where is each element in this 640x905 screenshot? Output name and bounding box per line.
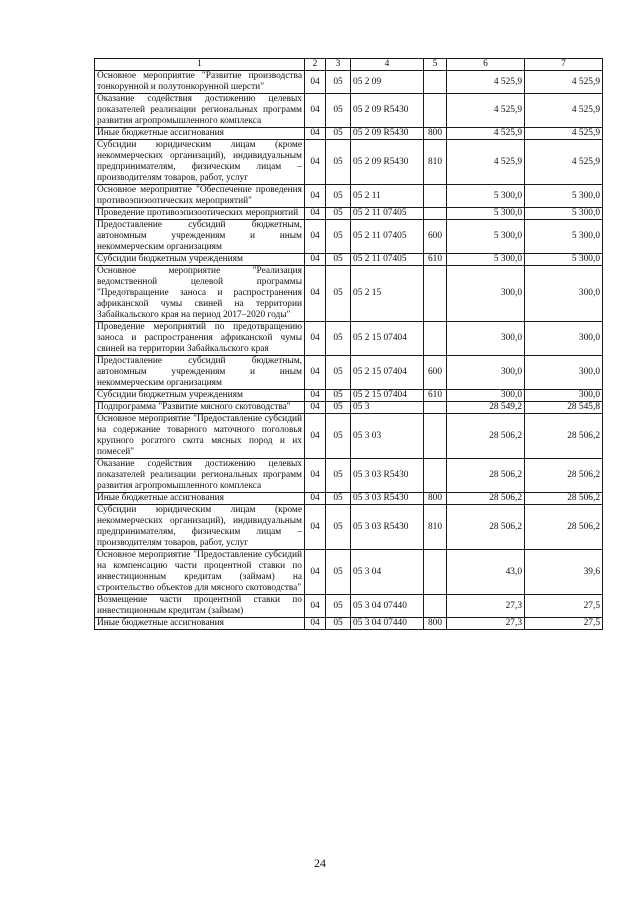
amount-executed-cell: 5 300,0 xyxy=(525,208,603,220)
amount-executed-cell: 28 545,8 xyxy=(525,402,603,414)
table-row xyxy=(95,493,603,505)
header-cell: 4 xyxy=(351,59,424,71)
section-code-cell: 04 xyxy=(305,220,326,254)
table-header-row xyxy=(95,59,603,71)
target-article-cell: 05 2 15 xyxy=(351,266,424,322)
subsection-code-cell: 05 xyxy=(326,402,351,414)
target-article-cell: 05 2 11 07405 xyxy=(351,220,424,254)
amount-planned-cell: 28 506,2 xyxy=(447,493,525,505)
table-row xyxy=(95,94,603,128)
subsection-code-cell: 05 xyxy=(326,94,351,128)
item-name-cell: Основное мероприятие "Развитие производства тонкорунной и полутонкорунной шерсти" xyxy=(95,71,305,94)
amount-planned-cell: 300,0 xyxy=(447,390,525,402)
section-code-cell: 04 xyxy=(305,94,326,128)
target-article-cell: 05 2 11 07405 xyxy=(351,254,424,266)
page-number: 24 xyxy=(314,856,326,870)
subsection-code-cell: 05 xyxy=(326,356,351,390)
expense-type-cell xyxy=(424,185,447,208)
item-name-cell: Субсидии бюджетным учреждениям xyxy=(95,254,305,266)
amount-planned-cell: 5 300,0 xyxy=(447,220,525,254)
item-name-cell: Субсидии бюджетным учреждениям xyxy=(95,390,305,402)
expense-type-cell xyxy=(424,402,447,414)
expense-type-cell xyxy=(424,322,447,356)
amount-executed-cell: 28 506,2 xyxy=(525,505,603,550)
table-row xyxy=(95,390,603,402)
amount-executed-cell: 4 525,9 xyxy=(525,94,603,128)
amount-executed-cell: 300,0 xyxy=(525,266,603,322)
subsection-code-cell: 05 xyxy=(326,128,351,140)
amount-executed-cell: 300,0 xyxy=(525,356,603,390)
subsection-code-cell: 05 xyxy=(326,505,351,550)
header-cell: 5 xyxy=(424,59,447,71)
target-article-cell: 05 3 03 R5430 xyxy=(351,493,424,505)
amount-executed-cell: 4 525,9 xyxy=(525,71,603,94)
item-name-cell: Иные бюджетные ассигнования xyxy=(95,493,305,505)
item-name-cell: Подпрограмма "Развитие мясного скотоводства" xyxy=(95,402,305,414)
amount-planned-cell: 28 506,2 xyxy=(447,414,525,459)
expense-type-cell xyxy=(424,71,447,94)
header-cell: 2 xyxy=(305,59,326,71)
section-code-cell: 04 xyxy=(305,71,326,94)
subsection-code-cell: 05 xyxy=(326,185,351,208)
subsection-code-cell: 05 xyxy=(326,618,351,630)
amount-planned-cell: 5 300,0 xyxy=(447,254,525,266)
amount-executed-cell: 4 525,9 xyxy=(525,128,603,140)
expense-type-cell xyxy=(424,208,447,220)
target-article-cell: 05 2 09 R5430 xyxy=(351,140,424,185)
expense-type-cell: 610 xyxy=(424,390,447,402)
table-body xyxy=(95,59,603,630)
table-row xyxy=(95,220,603,254)
amount-executed-cell: 300,0 xyxy=(525,390,603,402)
item-name-cell: Проведение мероприятий по предотвращению заноса и распространения африканской чумы свиней на территории Забайкальского края xyxy=(95,322,305,356)
target-article-cell: 05 3 03 R5430 xyxy=(351,459,424,493)
expense-type-cell xyxy=(424,550,447,595)
item-name-cell: Предоставление субсидий бюджетным, автономным учреждениям и иным некоммерческим организациям xyxy=(95,356,305,390)
target-article-cell: 05 3 03 xyxy=(351,414,424,459)
expense-type-cell: 810 xyxy=(424,505,447,550)
table-row xyxy=(95,595,603,618)
table-row xyxy=(95,140,603,185)
target-article-cell: 05 2 09 R5430 xyxy=(351,128,424,140)
amount-planned-cell: 28 506,2 xyxy=(447,505,525,550)
expense-type-cell xyxy=(424,595,447,618)
section-code-cell: 04 xyxy=(305,356,326,390)
target-article-cell: 05 3 03 R5430 xyxy=(351,505,424,550)
table-row xyxy=(95,266,603,322)
amount-executed-cell: 28 506,2 xyxy=(525,459,603,493)
item-name-cell: Оказание содействия достижению целевых показателей реализации региональных программ развития агропромышленного комплекса xyxy=(95,459,305,493)
amount-planned-cell: 27,3 xyxy=(447,595,525,618)
amount-planned-cell: 27,3 xyxy=(447,618,525,630)
header-cell: 3 xyxy=(326,59,351,71)
amount-planned-cell: 300,0 xyxy=(447,322,525,356)
amount-planned-cell: 28 506,2 xyxy=(447,459,525,493)
subsection-code-cell: 05 xyxy=(326,266,351,322)
amount-executed-cell: 28 506,2 xyxy=(525,493,603,505)
expense-type-cell xyxy=(424,94,447,128)
section-code-cell: 04 xyxy=(305,618,326,630)
table-row xyxy=(95,505,603,550)
target-article-cell: 05 2 09 xyxy=(351,71,424,94)
subsection-code-cell: 05 xyxy=(326,550,351,595)
expense-type-cell: 600 xyxy=(424,356,447,390)
expense-type-cell: 600 xyxy=(424,220,447,254)
subsection-code-cell: 05 xyxy=(326,459,351,493)
amount-executed-cell: 27,5 xyxy=(525,595,603,618)
subsection-code-cell: 05 xyxy=(326,390,351,402)
item-name-cell: Иные бюджетные ассигнования xyxy=(95,618,305,630)
section-code-cell: 04 xyxy=(305,402,326,414)
target-article-cell: 05 2 15 07404 xyxy=(351,390,424,402)
section-code-cell: 04 xyxy=(305,505,326,550)
table-row xyxy=(95,459,603,493)
item-name-cell: Проведение противоэпизоотических мероприятий xyxy=(95,208,305,220)
header-cell: 6 xyxy=(447,59,525,71)
amount-executed-cell: 5 300,0 xyxy=(525,254,603,266)
table-row xyxy=(95,254,603,266)
amount-planned-cell: 28 549,2 xyxy=(447,402,525,414)
expense-type-cell: 800 xyxy=(424,618,447,630)
expense-type-cell: 800 xyxy=(424,493,447,505)
section-code-cell: 04 xyxy=(305,266,326,322)
subsection-code-cell: 05 xyxy=(326,220,351,254)
expense-type-cell xyxy=(424,414,447,459)
section-code-cell: 04 xyxy=(305,185,326,208)
amount-planned-cell: 4 525,9 xyxy=(447,140,525,185)
item-name-cell: Оказание содействия достижению целевых показателей реализации региональных программ развития агропромышленного комплекса xyxy=(95,94,305,128)
amount-planned-cell: 4 525,9 xyxy=(447,128,525,140)
table-row xyxy=(95,208,603,220)
target-article-cell: 05 2 15 07404 xyxy=(351,322,424,356)
target-article-cell: 05 2 11 07405 xyxy=(351,208,424,220)
section-code-cell: 04 xyxy=(305,550,326,595)
table-row xyxy=(95,356,603,390)
table-row xyxy=(95,71,603,94)
amount-planned-cell: 5 300,0 xyxy=(447,208,525,220)
item-name-cell: Иные бюджетные ассигнования xyxy=(95,128,305,140)
table-row xyxy=(95,414,603,459)
table-row xyxy=(95,550,603,595)
section-code-cell: 04 xyxy=(305,140,326,185)
amount-planned-cell: 300,0 xyxy=(447,266,525,322)
target-article-cell: 05 3 04 07440 xyxy=(351,618,424,630)
table-row xyxy=(95,185,603,208)
table-row xyxy=(95,128,603,140)
table-row xyxy=(95,618,603,630)
item-name-cell: Субсидии юридическим лицам (кроме некоммерческих организаций), индивидуальным предпринимателям, физическим лицам – производителям товаров, работ, услуг xyxy=(95,505,305,550)
section-code-cell: 04 xyxy=(305,595,326,618)
target-article-cell: 05 2 11 xyxy=(351,185,424,208)
subsection-code-cell: 05 xyxy=(326,140,351,185)
subsection-code-cell: 05 xyxy=(326,254,351,266)
header-cell: 1 xyxy=(95,59,305,71)
amount-executed-cell: 39,6 xyxy=(525,550,603,595)
section-code-cell: 04 xyxy=(305,254,326,266)
subsection-code-cell: 05 xyxy=(326,493,351,505)
subsection-code-cell: 05 xyxy=(326,414,351,459)
subsection-code-cell: 05 xyxy=(326,595,351,618)
header-cell: 7 xyxy=(525,59,603,71)
item-name-cell: Основное мероприятие "Реализация ведомственной целевой программы "Предотвращение заноса и распространения африканской чумы свиней на территории Забайкальского края на период 2017–2020 годы" xyxy=(95,266,305,322)
item-name-cell: Основное мероприятие "Предоставление субсидий на компенсацию части процентной ставки по инвестиционным кредитам (займам) на строительство объектов для мясного скотоводства" xyxy=(95,550,305,595)
amount-executed-cell: 5 300,0 xyxy=(525,220,603,254)
amount-planned-cell: 4 525,9 xyxy=(447,71,525,94)
subsection-code-cell: 05 xyxy=(326,322,351,356)
amount-executed-cell: 300,0 xyxy=(525,322,603,356)
table-row xyxy=(95,402,603,414)
target-article-cell: 05 2 09 R5430 xyxy=(351,94,424,128)
section-code-cell: 04 xyxy=(305,493,326,505)
item-name-cell: Субсидии юридическим лицам (кроме некоммерческих организаций), индивидуальным предпринимателям, физическим лицам – производителям товаров, работ, услуг xyxy=(95,140,305,185)
table-row xyxy=(95,322,603,356)
section-code-cell: 04 xyxy=(305,414,326,459)
amount-executed-cell: 27,5 xyxy=(525,618,603,630)
amount-planned-cell: 4 525,9 xyxy=(447,94,525,128)
expense-type-cell: 800 xyxy=(424,128,447,140)
amount-planned-cell: 43,0 xyxy=(447,550,525,595)
budget-table xyxy=(94,58,603,630)
target-article-cell: 05 3 04 xyxy=(351,550,424,595)
amount-executed-cell: 28 506,2 xyxy=(525,414,603,459)
amount-executed-cell: 5 300,0 xyxy=(525,185,603,208)
expense-type-cell: 610 xyxy=(424,254,447,266)
expense-type-cell xyxy=(424,266,447,322)
item-name-cell: Основное мероприятие "Обеспечение проведения противоэпизоотических мероприятий" xyxy=(95,185,305,208)
section-code-cell: 04 xyxy=(305,128,326,140)
target-article-cell: 05 2 15 07404 xyxy=(351,356,424,390)
item-name-cell: Основное мероприятие "Предоставление субсидий на содержание товарного маточного поголовья крупного рогатого скота мясных пород и их помесей" xyxy=(95,414,305,459)
section-code-cell: 04 xyxy=(305,390,326,402)
expense-type-cell: 810 xyxy=(424,140,447,185)
target-article-cell: 05 3 xyxy=(351,402,424,414)
section-code-cell: 04 xyxy=(305,208,326,220)
amount-planned-cell: 300,0 xyxy=(447,356,525,390)
subsection-code-cell: 05 xyxy=(326,208,351,220)
target-article-cell: 05 3 04 07440 xyxy=(351,595,424,618)
subsection-code-cell: 05 xyxy=(326,71,351,94)
item-name-cell: Предоставление субсидий бюджетным, автономным учреждениям и иным некоммерческим организациям xyxy=(95,220,305,254)
expense-type-cell xyxy=(424,459,447,493)
item-name-cell: Возмещение части процентной ставки по инвестиционным кредитам (займам) xyxy=(95,595,305,618)
section-code-cell: 04 xyxy=(305,459,326,493)
amount-executed-cell: 4 525,9 xyxy=(525,140,603,185)
amount-planned-cell: 5 300,0 xyxy=(447,185,525,208)
section-code-cell: 04 xyxy=(305,322,326,356)
